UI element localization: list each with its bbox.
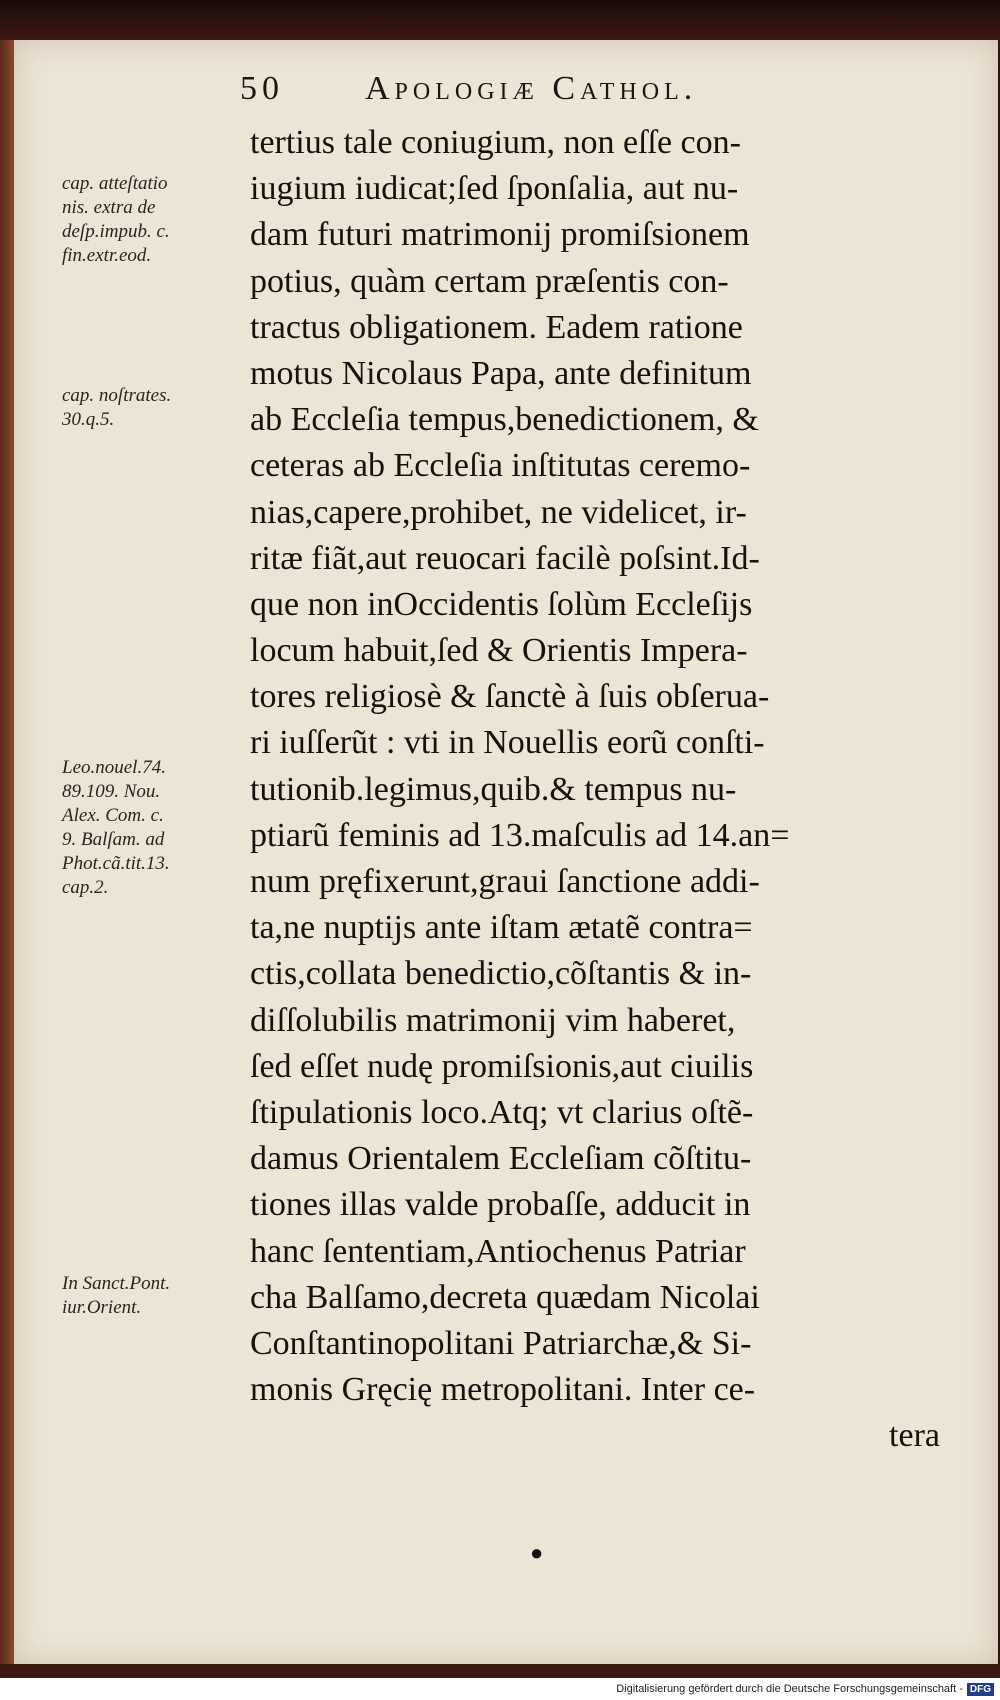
text-line: num pręfixerunt,graui ſanctione addi- bbox=[250, 863, 760, 900]
scan-bottom-edge bbox=[0, 1664, 1000, 1678]
text-line: locum habuit,ſed & Orientis Impera- bbox=[250, 632, 748, 670]
text-line: hanc ſententiam,Antiochenus Patriar bbox=[250, 1232, 746, 1270]
text-line: tutionib.legimus,quib.& tempus nu- bbox=[250, 770, 737, 808]
marginal-note-line: 89.109. Nou. bbox=[62, 781, 161, 802]
text-line: dam futuri matrimonij promiſsionem bbox=[250, 216, 750, 254]
text-line: tractus obligationem. Eadem ratione bbox=[250, 308, 743, 346]
text-line: tera bbox=[889, 1417, 940, 1455]
marginal-note-line: Alex. Com. c. bbox=[62, 805, 164, 826]
text-line: iugium iudicat;ſed ſponſalia, aut nu- bbox=[250, 170, 739, 208]
marginal-note-line: Leo.nouel.74. bbox=[62, 757, 166, 778]
marginal-note-line: In Sanct.Pont. bbox=[62, 1273, 171, 1294]
text-line: damus Orientalem Eccleſiam cõſtitu- bbox=[250, 1140, 752, 1178]
text-line: ptiarũ feminis ad 13.maſculis ad 14.an= bbox=[250, 816, 790, 854]
running-title: Apologiæ Cathol. bbox=[365, 70, 698, 107]
text-line: monis Gręcię metropolitani. Inter ce- bbox=[250, 1371, 756, 1409]
marginal-note-line: deſp.impub. c. bbox=[62, 221, 170, 242]
marginal-note-line: nis. extra de bbox=[62, 197, 156, 218]
text-line: ab Eccleſia tempus,benedictionem, & bbox=[250, 401, 759, 439]
text-line: ritæ fiãt,aut reuocari facilè poſsint.Id- bbox=[250, 539, 760, 577]
text-line: que non inOccidentis ſolùm Eccleſijs bbox=[250, 585, 753, 623]
text-line: Conſtantinopolitani Patriarchæ,& Si- bbox=[250, 1324, 752, 1362]
marginal-note-line: cap.2. bbox=[62, 877, 109, 898]
scan-left-edge bbox=[0, 40, 14, 1670]
dfg-logo: DFG bbox=[967, 1683, 994, 1696]
scan-top-edge bbox=[0, 0, 1000, 40]
text-line: tertius tale coniugium, non eſſe con- bbox=[250, 124, 741, 161]
digitization-credit bbox=[0, 1678, 1000, 1700]
marginal-note bbox=[62, 756, 242, 900]
text-line: ſtipulationis loco.Atq; vt clarius oſtẽ- bbox=[250, 1093, 754, 1131]
ornament-dot: ● bbox=[530, 1540, 544, 1565]
marginal-note-line: Phot.cã.tit.13. bbox=[62, 853, 170, 874]
marginal-note-line: iur.Orient. bbox=[62, 1297, 142, 1318]
text-line: nias,capere,prohibet, ne videlicet, ir- bbox=[250, 493, 747, 531]
text-line: ta,ne nuptijs ante iſtam ætatẽ contra= bbox=[250, 909, 753, 947]
marginal-note-line: cap. atteſtatio bbox=[62, 173, 168, 194]
text-line: tiones illas valde probaſſe, adducit in bbox=[250, 1186, 751, 1224]
marginal-note-line: 9. Balſam. ad bbox=[62, 829, 165, 850]
page-number: 50 bbox=[240, 70, 284, 107]
marginal-note bbox=[62, 172, 242, 268]
text-line: ceteras ab Eccleſia inſtitutas ceremo- bbox=[250, 447, 751, 485]
body-text bbox=[250, 120, 940, 1459]
marginal-note-line: 30.q.5. bbox=[62, 409, 115, 430]
text-line: ctis,collata benedictio,cõſtantis & in- bbox=[250, 955, 752, 993]
credit-text: Digitalisierung gefördert durch die Deutsche Forschungsgemeinschaft - bbox=[616, 1683, 963, 1695]
marginal-note bbox=[62, 1272, 242, 1320]
running-head bbox=[240, 70, 940, 120]
text-line: potius, quàm certam præſentis con- bbox=[250, 262, 729, 300]
marginal-note-line: cap. noſtrates. bbox=[62, 385, 172, 406]
text-line: ſed eſſet nudę promiſsionis,aut ciuilis bbox=[250, 1047, 754, 1085]
text-line: cha Balſamo,decreta quædam Nicolai bbox=[250, 1278, 760, 1316]
marginal-note bbox=[62, 384, 242, 432]
text-line: tores religiosè & ſanctè à ſuis obſerua- bbox=[250, 678, 770, 716]
text-line: diſſolubilis matrimonij vim haberet, bbox=[250, 1001, 736, 1039]
text-line: ri iuſſerũt : vti in Nouellis eorũ conſti- bbox=[250, 724, 765, 762]
text-line: motus Nicolaus Papa, ante definitum bbox=[250, 354, 752, 392]
marginal-note-line: fin.extr.eod. bbox=[62, 245, 152, 266]
